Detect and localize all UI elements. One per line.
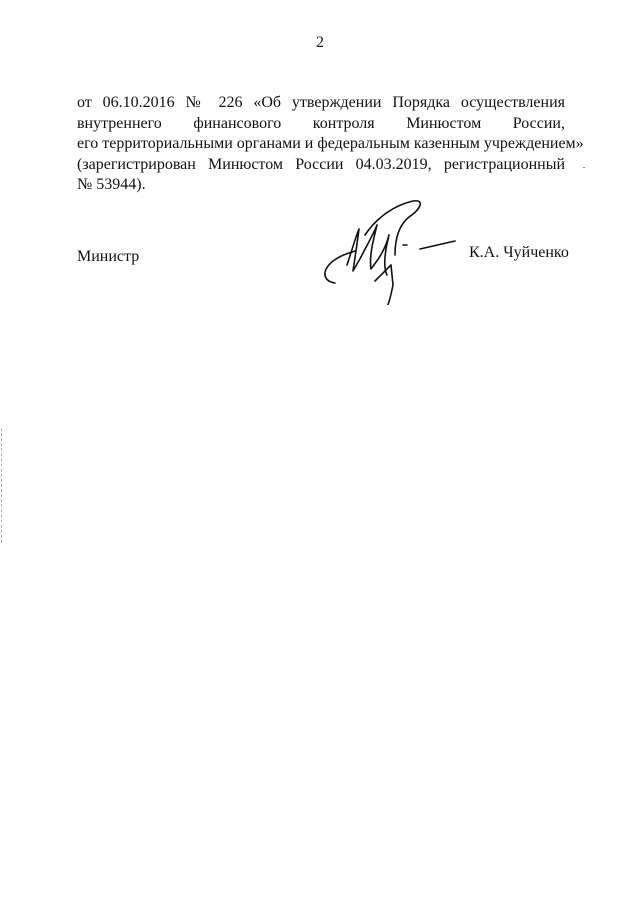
signature-icon: [315, 195, 465, 305]
body-paragraph: [77, 93, 584, 196]
paragraph-line: (зарегистрирован Минюстом России 04.03.2019, регистрационный: [77, 155, 565, 173]
signatory-position: Министр: [77, 248, 140, 265]
scan-dot-artifact: [583, 167, 585, 168]
paragraph-line: внутреннего финансового контроля Минюстом России,: [77, 114, 565, 132]
paragraph-line: № 53944).: [77, 176, 146, 193]
signatory-name: К.А. Чуйченко: [469, 244, 569, 261]
page-number: 2: [316, 34, 324, 51]
paragraph-line: его территориальными органами и федеральным казенным учреждением»: [77, 135, 584, 152]
paragraph-line: от 06.10.2016 № 226 «Об утверждении Порядка осуществления: [77, 94, 565, 111]
scan-edge-artifact: [1, 428, 3, 543]
